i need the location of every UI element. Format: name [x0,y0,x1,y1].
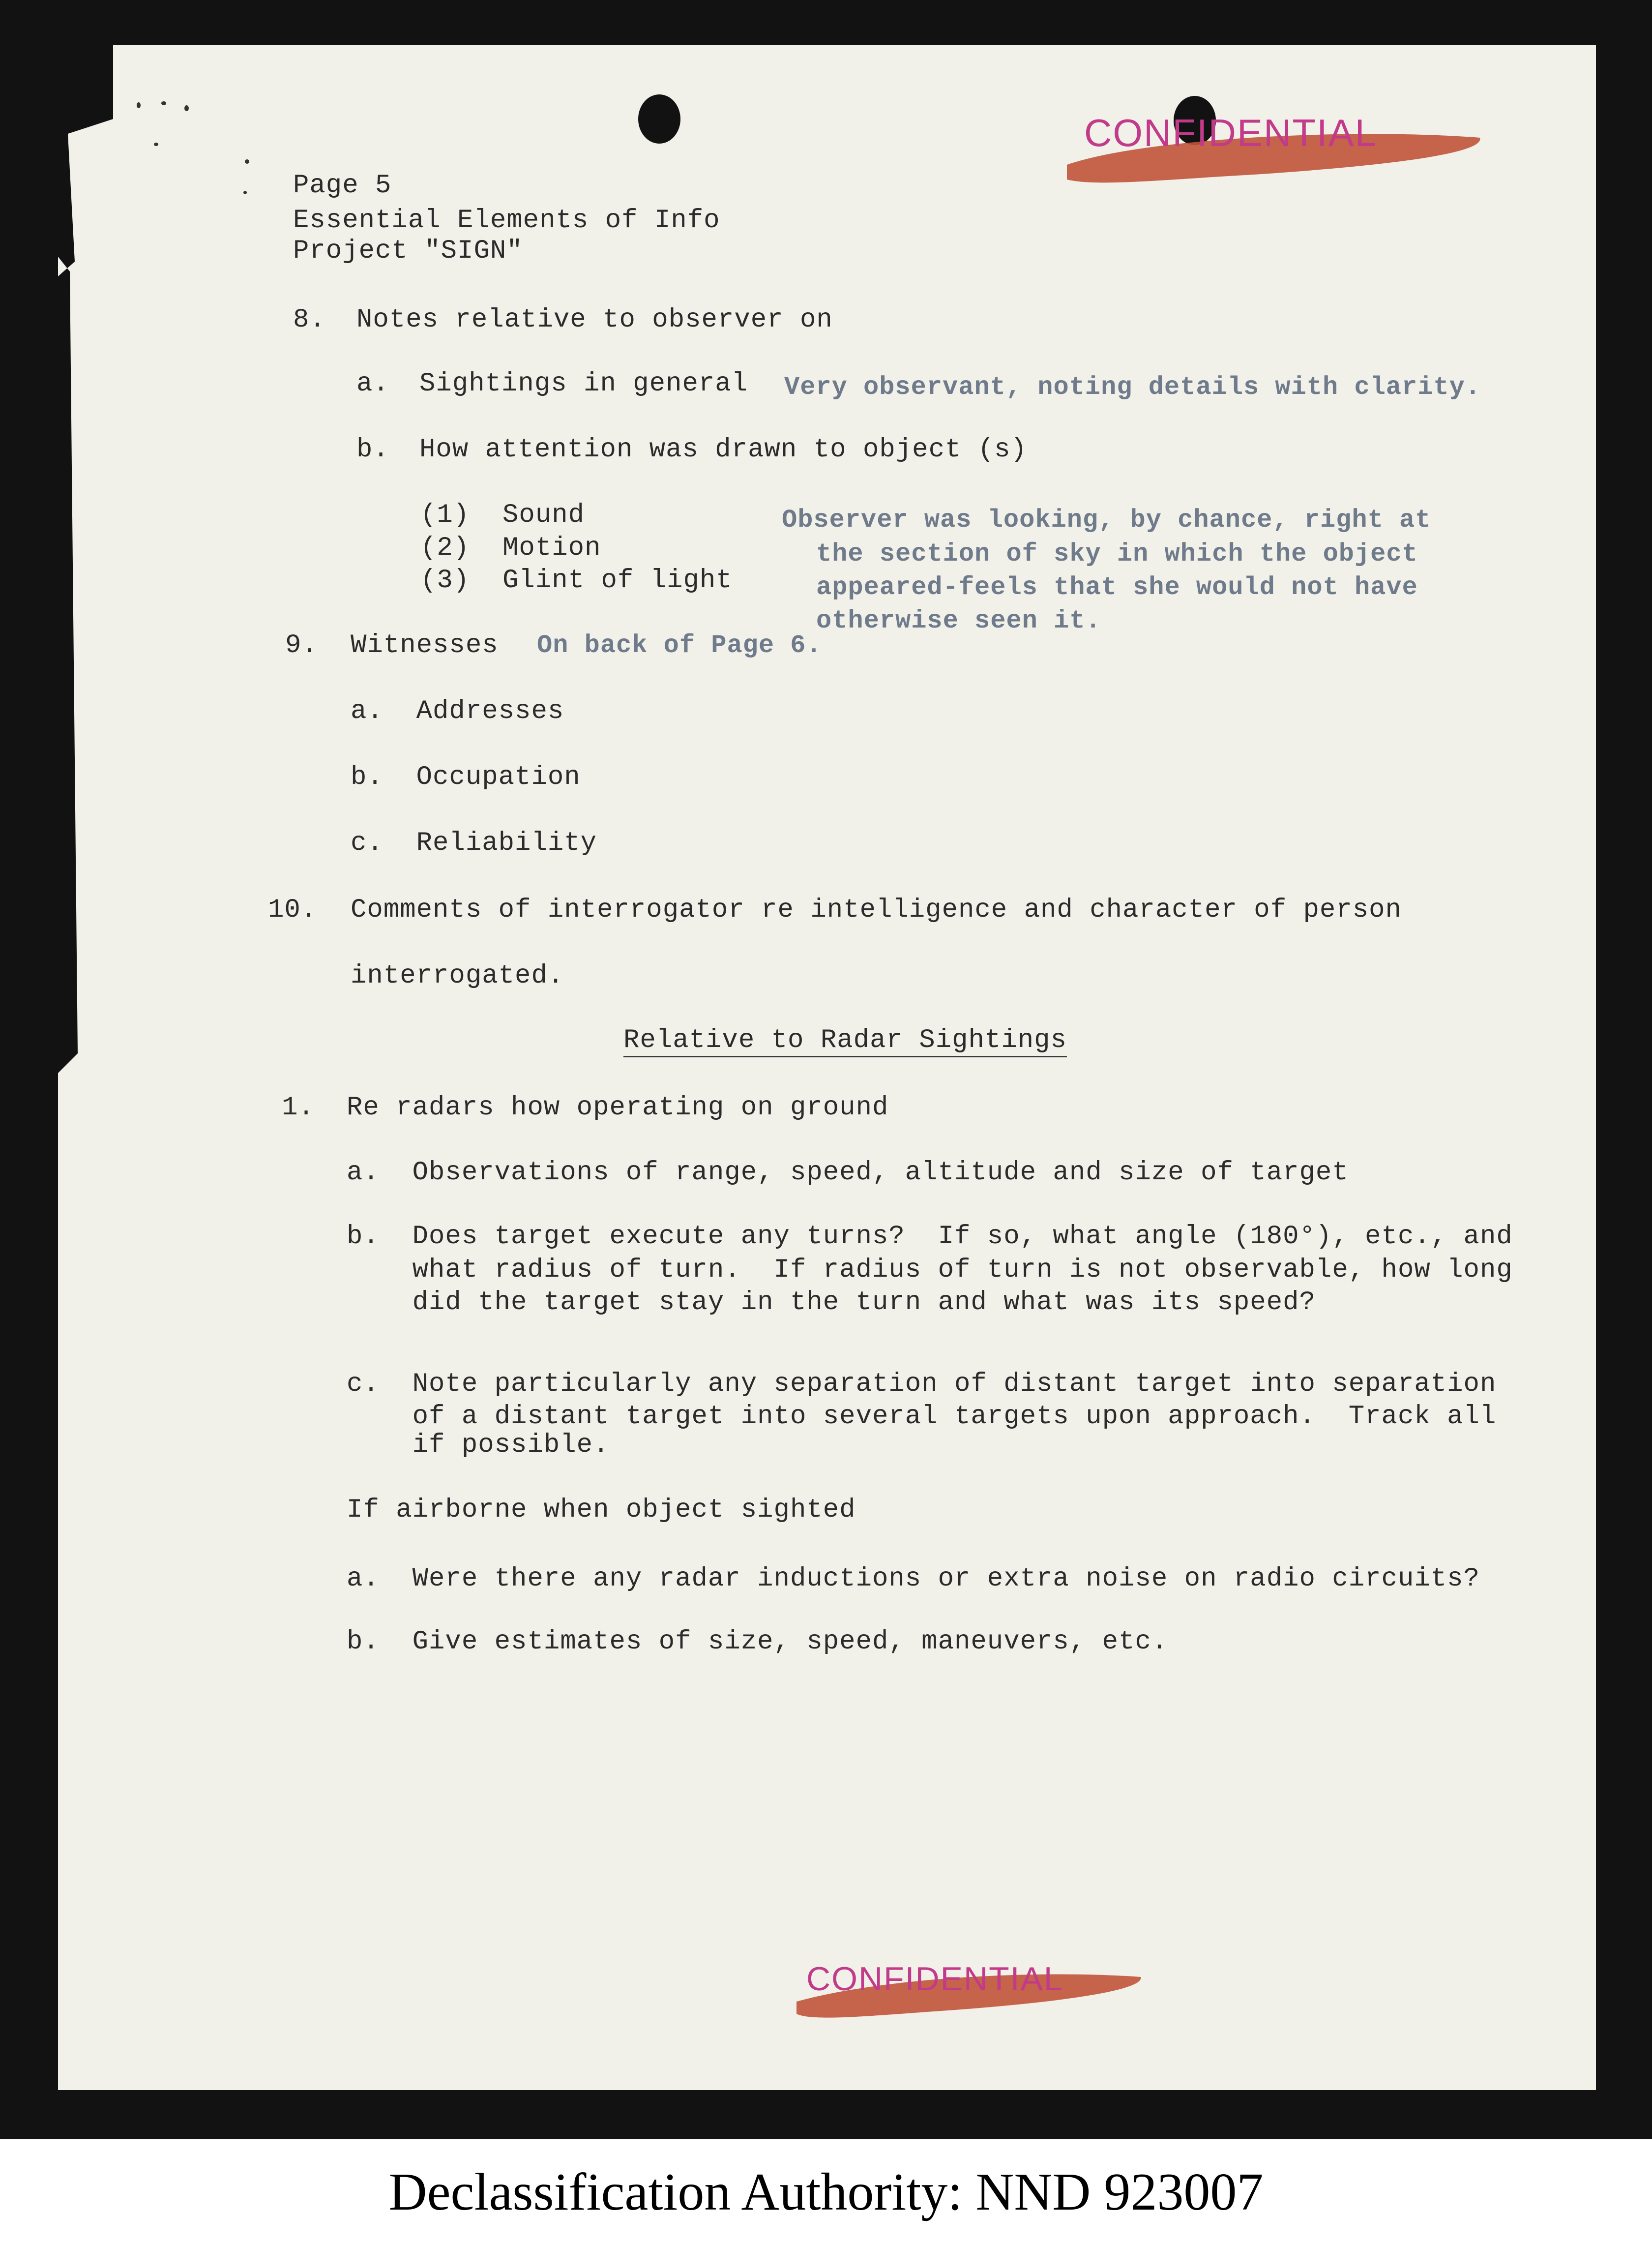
airborne-item-b: b. Give estimates of size, speed, maneuvers, etc. [347,1627,1168,1657]
item-9c: c. Reliability [351,828,597,858]
speck [245,159,249,164]
radar-item-1c-line: c. Note particularly any separation of distant target into separation [347,1369,1497,1399]
speck [243,191,247,194]
item-8b-response-line: Observer was looking, by chance, right at [782,506,1431,535]
airborne-heading: If airborne when object sighted [347,1495,856,1525]
item-10-number: 10. [268,895,318,925]
project-name: Project "SIGN" [293,236,523,266]
speck [137,102,141,108]
item-8b-option: (3) Glint of light [420,566,733,596]
speck [161,101,166,105]
confidential-stamp-top: CONFIDENTIAL [1084,111,1378,154]
speck [154,143,158,146]
page-number: Page 5 [293,171,392,201]
airborne-item-a: a. Were there any radar inductions or extra noise on radio circuits? [347,1564,1480,1594]
speck [184,105,189,111]
item-9-label: Witnesses [351,630,499,660]
item-10-text: Comments of interrogator re intelligence and character of person [351,895,1402,925]
document-page [58,45,1596,2090]
item-8b-response-line: appeared-feels that she would not have [816,573,1418,602]
punch-hole-left [638,94,680,144]
radar-item-1b-line: did the target stay in the turn and what was its speed? [347,1287,1316,1317]
radar-item-1b-line: b. Does target execute any turns? If so, what angle (180°), etc., and [347,1222,1513,1252]
radar-item-1c-line: of a distant target into several targets upon approach. Track all [347,1402,1497,1432]
confidential-stamp-bottom: CONFIDENTIAL [806,1960,1063,1998]
radar-item-1c-line: if possible. [347,1430,610,1460]
item-9-response: On back of Page 6. [537,631,822,660]
radar-item-1a: a. Observations of range, speed, altitude and size of target [347,1158,1349,1188]
item-10-text-continued: interrogated. [351,961,564,991]
item-8b-marker: b. [356,435,389,465]
item-8a-marker: a. [356,369,389,399]
declassification-notice: Declassification Authority: NND 923007 [388,2163,1264,2221]
item-9a: a. Addresses [351,696,564,726]
radar-section-heading: Relative to Radar Sightings [623,1025,1067,1057]
item-8b-label: How attention was drawn to object (s) [419,435,1027,465]
item-9-number: 9. [285,630,318,660]
item-8a-label: Sightings in general [419,369,748,399]
radar-item-1b-line: what radius of turn. If radius of turn is not observable, how long [347,1255,1513,1285]
item-8b-response-line: otherwise seen it. [816,606,1101,635]
radar-item-1-number: 1. [282,1093,315,1123]
item-8b-response-line: the section of sky in which the object [816,539,1418,569]
item-8b-option: (2) Motion [420,533,601,563]
document-title: Essential Elements of Info [293,206,720,236]
item-8-number: 8. [293,305,326,335]
item-9b: b. Occupation [351,762,581,792]
item-8a-response: Very observant, noting details with clarity. [784,373,1481,402]
item-8-label: Notes relative to observer on [356,305,833,335]
item-8b-option: (1) Sound [420,500,585,530]
radar-item-1-label: Re radars how operating on ground [347,1093,889,1123]
